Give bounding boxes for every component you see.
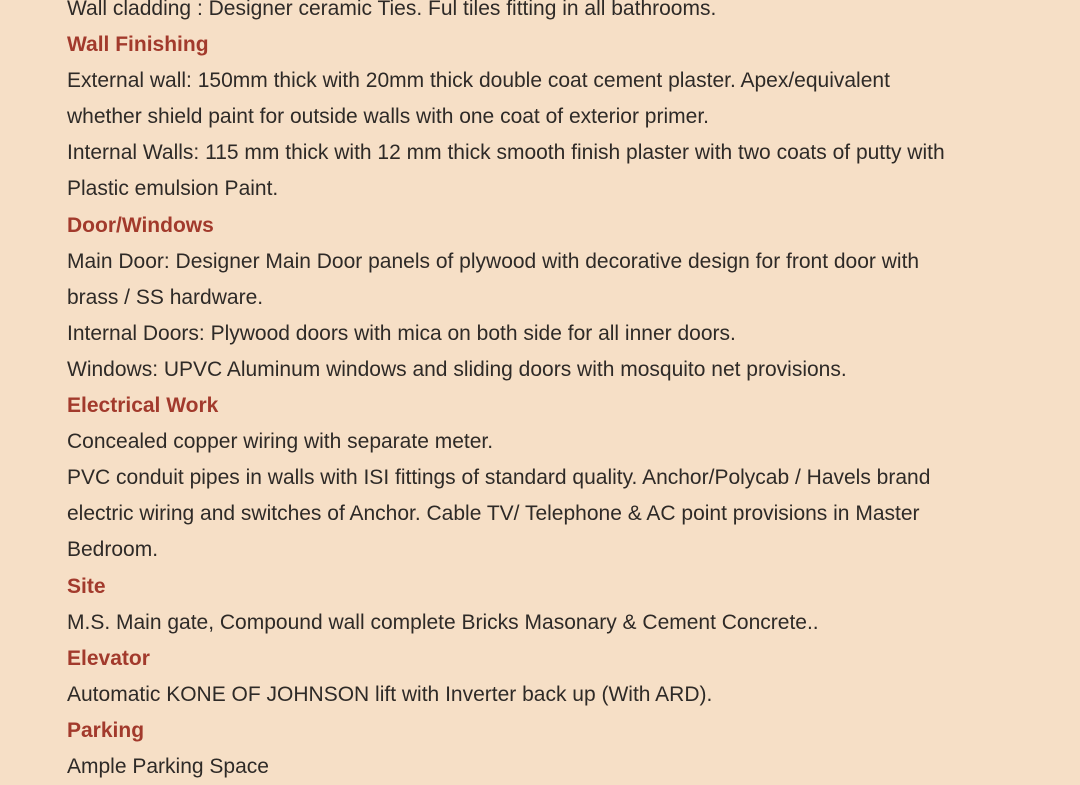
internal-walls-text: Internal Walls: 115 mm thick with 12 mm thick smooth finish plaster with two coats of putty with xyxy=(67,141,945,165)
internal-doors-text: Internal Doors: Plywood doors with mica on both side for all inner doors. xyxy=(67,321,736,345)
parking-text: Ample Parking Space xyxy=(67,754,269,778)
windows-text: Windows: UPVC Aluminum windows and sliding doors with mosquito net provisions. xyxy=(67,357,847,381)
heading-electrical-work: Electrical Work xyxy=(67,394,219,418)
specifications-document xyxy=(67,0,1057,785)
conduit-text: PVC conduit pipes in walls with ISI fittings of standard quality. Anchor/Polycab / Havels brand xyxy=(67,466,931,490)
conduit-text-end: Bedroom. xyxy=(67,538,159,562)
main-door-text-cont: brass / SS hardware. xyxy=(67,285,264,309)
conduit-text-cont: electric wiring and switches of Anchor. Cable TV/ Telephone & AC point provisions in Master xyxy=(67,502,920,526)
heading-door-windows: Door/Windows xyxy=(67,213,214,237)
elevator-text: Automatic KONE OF JOHNSON lift with Inverter back up (With ARD). xyxy=(67,682,713,706)
heading-wall-finishing: Wall Finishing xyxy=(67,33,209,57)
heading-parking: Parking xyxy=(67,718,145,742)
internal-walls-text-cont: Plastic emulsion Paint. xyxy=(67,177,279,201)
heading-site: Site xyxy=(67,574,106,598)
external-wall-text-cont: whether shield paint for outside walls with one coat of exterior primer. xyxy=(67,105,709,129)
external-wall-text: External wall: 150mm thick with 20mm thick double coat cement plaster. Apex/equivalent xyxy=(67,69,890,93)
wiring-text: Concealed copper wiring with separate meter. xyxy=(67,430,494,454)
heading-elevator: Elevator xyxy=(67,646,150,670)
wall-cladding-text: Wall cladding : Designer ceramic Ties. Ful tiles fitting in all bathrooms. xyxy=(67,0,717,20)
main-door-text: Main Door: Designer Main Door panels of plywood with decorative design for front door with xyxy=(67,249,920,273)
site-text: M.S. Main gate, Compound wall complete Bricks Masonary & Cement Concrete.. xyxy=(67,610,819,634)
